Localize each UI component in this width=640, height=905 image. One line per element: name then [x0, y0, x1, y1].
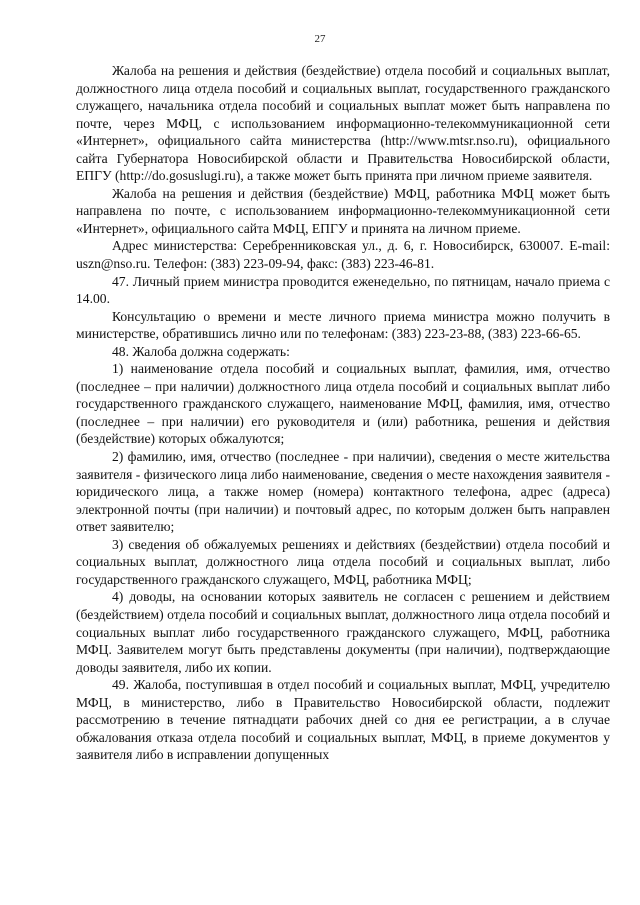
- paragraph-ministry-address: Адрес министерства: Серебренниковская ул., д. 6, г. Новосибирск, 630007. E-mail: uszn@nso.ru. Телефон: (383) 223-09-94, факс: (383) 223-46-81.: [76, 238, 610, 272]
- document-body: [76, 62, 610, 764]
- paragraph-item-48: 48. Жалоба должна содержать:: [112, 343, 290, 359]
- paragraph-subitem-3: 3) сведения об обжалуемых решениях и действиях (бездействии) отдела пособий и социальных выплат, должностного лица отдела пособий и социальных выплат, либо государственного гражданского служащего, МФЦ, работника МФЦ;: [76, 536, 610, 587]
- paragraph-complaint-departments: Жалоба на решения и действия (бездействие) отдела пособий и социальных выплат, должностного лица отдела пособий и социальных выплат, государственного гражданского служащего, начальника отдела пособий и социальных выплат может быть направлена по почте, через МФЦ, с использованием информационно-телекоммуникационной сети «Интернет», официального сайта министерства (http://www.mtsr.nso.ru), официального сайта Губернатора Новосибирской области и Правительства Новосибирской области, ЕПГУ (http://do.gosuslugi.ru), а также может быть принята при личном приеме заявителя.: [76, 63, 610, 184]
- paragraph-item-47: 47. Личный прием министра проводится еженедельно, по пятницам, начало приема с 14.00.: [76, 273, 610, 307]
- paragraph-subitem-1: 1) наименование отдела пособий и социальных выплат, фамилия, имя, отчество (последнее – при наличии) должностного лица отдела пособий и социальных выплат либо государственного гражданского служащего, наименование МФЦ, фамилия, имя, отчество (последнее – при наличии) его руководителя и (или) работника, решения и действия (бездействие) которых обжалуются;: [76, 361, 610, 447]
- paragraph-complaint-mfc: Жалоба на решения и действия (бездействие) МФЦ, работника МФЦ может быть направлена по почте, с использованием информационно-телекоммуникационной сети «Интернет», официального сайта МФЦ, ЕПГУ и принята на личном приеме.: [76, 185, 610, 236]
- paragraph-subitem-4: 4) доводы, на основании которых заявитель не согласен с решением и действием (бездействием) отдела пособий и социальных выплат, должностного лица отдела пособий и социальных выплат либо государственного гражданского служащего, МФЦ, работника МФЦ. Заявителем могут быть представлены документы (при наличии), подтверждающие доводы заявителя, либо их копии.: [76, 589, 610, 675]
- paragraph-item-49: 49. Жалоба, поступившая в отдел пособий и социальных выплат, МФЦ, учредителю МФЦ, в министерство, либо в Правительство Новосибирской области, подлежит рассмотрению в течение пятнадцати рабочих дней со дня ее регистрации, а в случае обжалования отказа отдела пособий и социальных выплат, МФЦ, в приеме документов у заявителя либо в исправлении допущенных: [76, 677, 610, 763]
- paragraph-consultation: Консультацию о времени и месте личного приема министра можно получить в министерстве, обратившись лично или по телефонам: (383) 223-23-88, (383) 223-66-65.: [76, 308, 610, 342]
- page-number: 27: [314, 33, 326, 45]
- paragraph-subitem-2: 2) фамилию, имя, отчество (последнее - при наличии), сведения о месте жительства заявителя - физического лица либо наименование, сведения о месте нахождения заявителя - юридического лица, а также номер (номера) контактного телефона, адрес (адреса) электронной почты (при наличии) и почтовый адрес, по которым должен быть направлен ответ заявителю;: [76, 449, 610, 535]
